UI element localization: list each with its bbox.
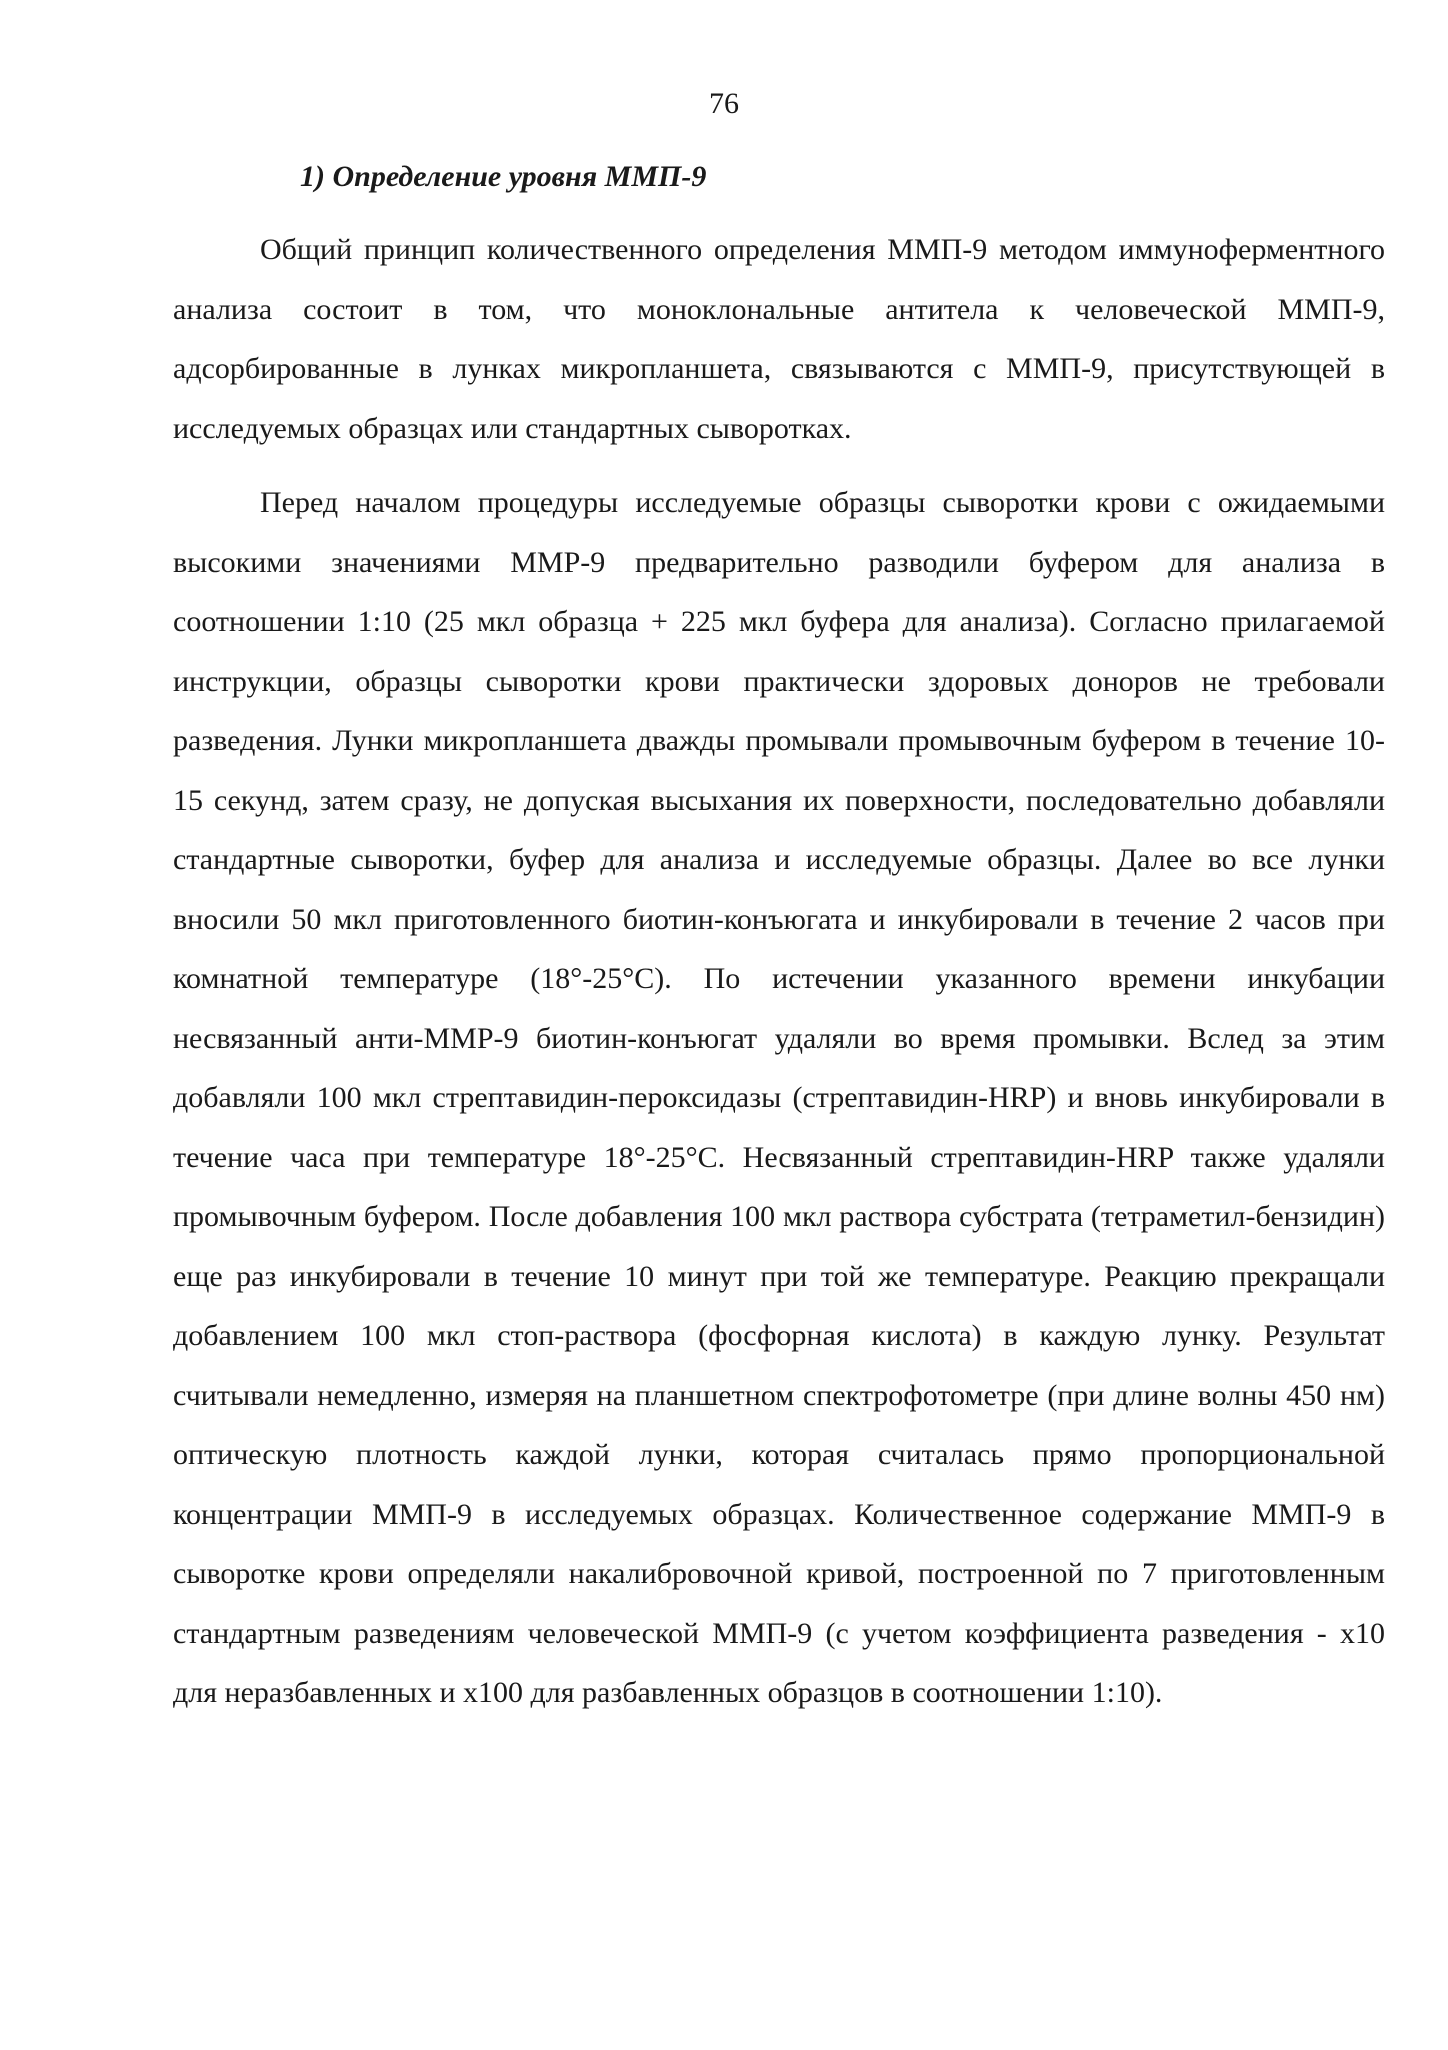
paragraph-block-2 <box>173 473 1385 1723</box>
paragraph: Перед началом процедуры исследуемые образцы сыворотки крови с ожидаемыми высокими значениями ММР-9 предварительно разводили буфером для анализа в соотношении 1:10 (25 мкл образца + 225 мкл буфера для анализа). Согласно прилагаемой инструкции, образцы сыворотки крови практически здоровых доноров не требовали разведения. Лунки микропланшета дважды промывали промывочным буфером в течение 10-15 секунд, затем сразу, не допуская высыхания их поверхности, последовательно добавляли стандартные сыворотки, буфер для анализа и исследуемые образцы. Далее во все лунки вносили 50 мкл приготовленного биотин-конъюгата и инкубировали в течение 2 часов при комнатной температуре (18°-25°С). По истечении указанного времени инкубации несвязанный анти-ММР-9 биотин-конъюгат удаляли во время промывки. Вслед за этим добавляли 100 мкл стрептавидин-пероксидазы (стрептавидин-HRP) и вновь инкубировали в течение часа при температуре 18°-25°С. Несвязанный стрептавидин-HRP также удаляли промывочным буфером. После добавления 100 мкл раствора субстрата (тетраметил-бензидин) еще раз инкубировали в течение 10 минут при той же температуре. Реакцию прекращали добавлением 100 мкл стоп-раствора (фосфорная кислота) в каждую лунку. Результат считывали немедленно, измеряя на планшетном спектрофотометре (при длине волны 450 нм) оптическую плотность каждой лунки, которая считалась прямо пропорциональной концентрации ММП-9 в исследуемых образцах. Количественное содержание ММП-9 в сыворотке крови определяли накалибровочной кривой, построенной по 7 приготовленным стандартным разведениям человеческой ММП-9 (с учетом коэффициента разведения - х10 для неразбавленных и х100 для разбавленных образцов в соотношении 1:10). <box>173 486 1385 1709</box>
section-heading: 1) Определение уровня ММП-9 <box>300 160 707 193</box>
page-number: 76 <box>709 87 739 120</box>
paragraph: Общий принцип количественного определения ММП-9 методом иммуноферментного анализа состоит в том, что моноклональные антитела к человеческой ММП-9, адсорбированные в лунках микропланшета, связываются с ММП-9, присутствующей в исследуемых образцах или стандартных сыворотках. <box>173 233 1385 445</box>
paragraph-block-1 <box>173 220 1385 458</box>
